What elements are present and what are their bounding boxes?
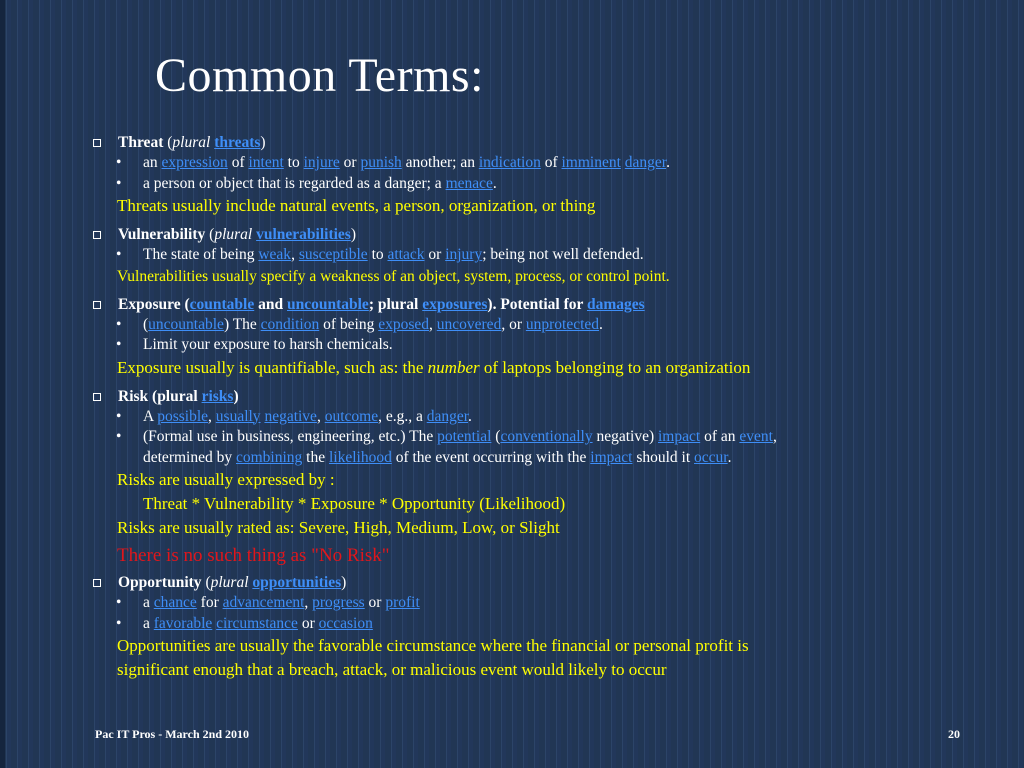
- event-link[interactable]: event: [739, 428, 773, 445]
- advancement-link[interactable]: advancement: [222, 594, 305, 611]
- page-number: 20: [948, 727, 960, 741]
- risks-link[interactable]: risks: [201, 387, 234, 405]
- bullet-icon: •: [116, 246, 122, 263]
- unprotected-link[interactable]: unprotected: [525, 315, 600, 333]
- exposures-link[interactable]: exposures: [422, 295, 488, 313]
- opportunity-heading: Opportunity (plural opportunities): [90, 572, 970, 593]
- susceptible-link[interactable]: susceptible: [298, 246, 368, 263]
- impact-link-2[interactable]: impact: [590, 448, 633, 466]
- attack-link[interactable]: attack: [387, 246, 425, 263]
- profit-link[interactable]: profit: [385, 594, 420, 611]
- footer-text: Pac IT Pros - March 2nd 2010: [95, 727, 250, 741]
- negative-link[interactable]: negative: [264, 407, 317, 425]
- occur-link[interactable]: occur: [694, 448, 728, 466]
- punish-link[interactable]: punish: [360, 154, 402, 171]
- exposure-definition-2: • Limit your exposure to harsh chemicals.: [90, 335, 970, 356]
- slide-content: [90, 132, 970, 682]
- threat-note: Threats usually include natural events, a person, organization, or thing: [117, 196, 596, 215]
- opportunity-definition-1: • a chance for advancement, progress or profit: [90, 593, 970, 614]
- square-bullet-icon: [93, 139, 101, 147]
- vulnerability-definition-1: • The state of being weak, susceptible to attack or injury; being not well defended.: [90, 245, 970, 266]
- slide-title: Common Terms:: [155, 49, 484, 102]
- intent-link[interactable]: intent: [248, 154, 284, 171]
- bullet-icon: •: [116, 154, 122, 171]
- menace-link[interactable]: menace: [445, 174, 493, 192]
- condition-link[interactable]: condition: [260, 315, 320, 333]
- weak-link[interactable]: weak: [258, 246, 292, 263]
- danger-link-2[interactable]: danger: [426, 407, 469, 425]
- uncountable-link[interactable]: uncountable: [286, 295, 369, 313]
- risk-section: [90, 386, 970, 573]
- risk-note-rating: Risks are usually rated as: Severe, High, Medium, Low, or Slight: [117, 518, 560, 537]
- exposed-link[interactable]: exposed: [378, 315, 430, 333]
- possible-link[interactable]: possible: [157, 407, 209, 425]
- vulnerability-heading: Vulnerability (plural vulnerabilities): [90, 224, 970, 245]
- square-bullet-icon: [93, 301, 101, 309]
- conventionally-link[interactable]: conventionally: [500, 428, 593, 445]
- potential-link[interactable]: potential: [437, 428, 492, 445]
- impact-link[interactable]: impact: [658, 428, 701, 445]
- countable-link[interactable]: countable: [189, 295, 255, 313]
- opportunity-note-1: Opportunities are usually the favorable circumstance where the financial or personal profit is: [117, 636, 749, 655]
- bullet-icon: •: [116, 407, 122, 425]
- indication-link[interactable]: indication: [478, 154, 541, 171]
- exposure-section: [90, 294, 970, 380]
- threat-section: [90, 132, 970, 218]
- outcome-link[interactable]: outcome: [324, 407, 379, 425]
- risk-definition-1: • A possible, usually negative, outcome, e.g., a danger.: [90, 407, 970, 428]
- exposure-heading: Exposure (countable and uncountable; plural exposures). Potential for damages: [90, 294, 970, 315]
- exposure-definition-1: • (uncountable) The condition of being exposed, uncovered, or unprotected.: [90, 315, 970, 336]
- likelihood-link[interactable]: likelihood: [328, 448, 392, 466]
- threats-link[interactable]: threats: [214, 134, 261, 151]
- danger-link[interactable]: danger: [624, 154, 667, 171]
- risk-definition-2-continued: determined by combining the likelihood of the event occurring with the impact should it occur.: [143, 448, 732, 466]
- square-bullet-icon: [93, 579, 101, 587]
- opportunity-section: [90, 572, 970, 682]
- no-risk-warning: There is no such thing as "No Risk": [117, 545, 390, 566]
- chance-link[interactable]: chance: [153, 594, 197, 611]
- risk-heading: Risk (plural risks): [90, 386, 970, 407]
- favorable-link[interactable]: favorable: [153, 614, 213, 632]
- threat-heading: Threat (plural threats): [90, 132, 970, 153]
- square-bullet-icon: [93, 231, 101, 239]
- circumstance-link[interactable]: circumstance: [216, 614, 298, 632]
- injury-link[interactable]: injury: [445, 246, 483, 263]
- threat-definition-1: • an expression of intent to injure or punish another; an indication of imminent danger.: [90, 153, 970, 174]
- square-bullet-icon: [93, 393, 101, 401]
- uncountable-def-link[interactable]: uncountable: [148, 315, 224, 333]
- bullet-icon: •: [116, 594, 122, 611]
- vulnerabilities-link[interactable]: vulnerabilities: [256, 226, 351, 243]
- exposure-note: Exposure usually is quantifiable, such as: the number of laptops belonging to an organization: [117, 357, 751, 377]
- bullet-icon: •: [116, 614, 122, 632]
- progress-link[interactable]: progress: [312, 594, 365, 611]
- imminent-link[interactable]: imminent: [561, 154, 621, 171]
- opportunity-definition-2: • a favorable circumstance or occasion: [90, 614, 970, 635]
- bullet-icon: •: [116, 336, 122, 353]
- expression-link[interactable]: expression: [161, 154, 228, 171]
- risk-definition-2: • (Formal use in business, engineering, etc.) The potential (conventionally negative) impact of an event,: [90, 427, 970, 448]
- bullet-icon: •: [116, 315, 122, 333]
- threat-definition-2: • a person or object that is regarded as a danger; a menace.: [90, 174, 970, 195]
- bullet-icon: •: [116, 174, 122, 192]
- risk-note-1: Risks are usually expressed by :: [117, 470, 335, 489]
- risk-formula: Threat * Vulnerability * Exposure * Opportunity (Likelihood): [143, 494, 566, 513]
- usually-link[interactable]: usually: [215, 407, 261, 425]
- injure-link[interactable]: injure: [303, 154, 340, 171]
- vulnerability-section: [90, 224, 970, 288]
- opportunities-link[interactable]: opportunities: [252, 574, 342, 591]
- damages-link[interactable]: damages: [586, 295, 645, 313]
- opportunity-note-2: significant enough that a breach, attack, or malicious event would likely to occur: [117, 660, 667, 679]
- uncovered-link[interactable]: uncovered: [436, 315, 502, 333]
- combining-link[interactable]: combining: [235, 448, 303, 466]
- bullet-icon: •: [116, 428, 122, 445]
- occasion-link[interactable]: occasion: [318, 614, 373, 632]
- vulnerability-note: Vulnerabilities usually specify a weakness of an object, system, process, or control point.: [117, 267, 670, 285]
